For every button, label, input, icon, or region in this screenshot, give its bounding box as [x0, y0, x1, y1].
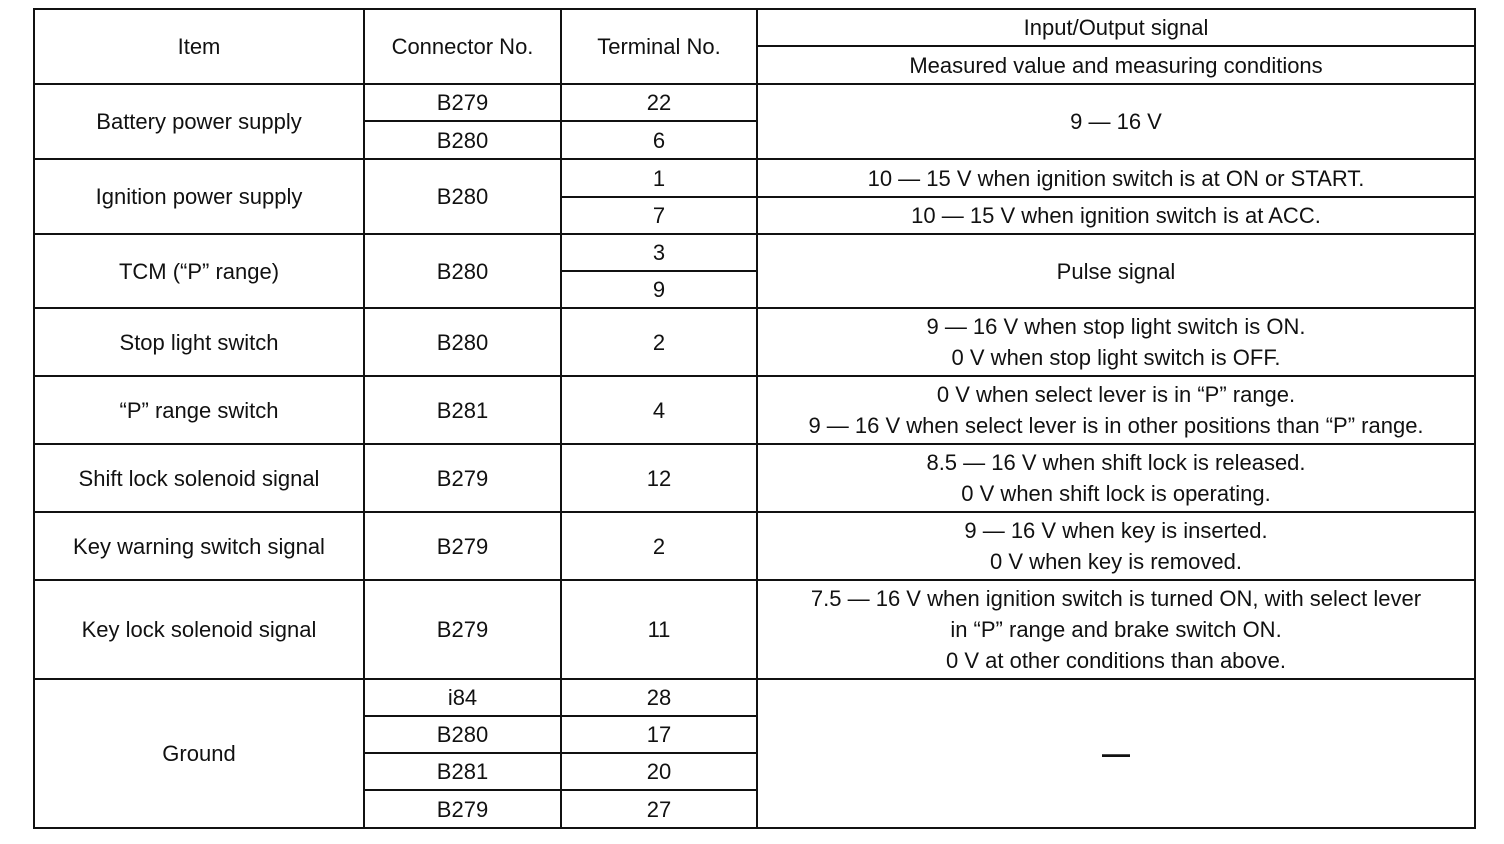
connector-cell: B281 [364, 376, 561, 444]
connector-cell: B280 [364, 308, 561, 376]
item-cell: TCM (“P” range) [34, 234, 364, 308]
terminal-cell: 1 [561, 159, 757, 197]
signal-line: 9 — 16 V when stop light switch is ON. [926, 314, 1306, 339]
table-row [34, 580, 1475, 679]
item-cell: Ground [34, 679, 364, 828]
item-cell: Ignition power supply [34, 159, 364, 234]
signal-cell: 10 — 15 V when ignition switch is at ACC. [757, 197, 1475, 234]
signal-cell [757, 444, 1475, 512]
signal-line: 0 V when stop light switch is OFF. [951, 345, 1281, 370]
signal-line: 0 V when key is removed. [990, 549, 1242, 574]
terminal-cell: 2 [561, 512, 757, 580]
terminal-cell: 20 [561, 753, 757, 790]
terminal-cell: 22 [561, 84, 757, 121]
signal-cell: — [757, 679, 1475, 828]
connector-cell: B279 [364, 790, 561, 828]
item-cell: Key warning switch signal [34, 512, 364, 580]
connector-cell: B280 [364, 716, 561, 753]
terminal-cell: 4 [561, 376, 757, 444]
table-row [34, 376, 1475, 444]
connector-cell: B279 [364, 444, 561, 512]
signal-line: 0 V at other conditions than above. [945, 648, 1286, 673]
connector-cell: B279 [364, 512, 561, 580]
signal-cell [757, 580, 1475, 679]
header-item: Item [34, 9, 364, 84]
signal-line: 7.5 — 16 V when ignition switch is turned ON, with select lever [810, 586, 1422, 611]
terminal-cell: 28 [561, 679, 757, 716]
signal-line: in “P” range and brake switch ON. [950, 617, 1282, 642]
terminal-cell: 12 [561, 444, 757, 512]
terminal-cell: 9 [561, 271, 757, 308]
signal-line: 0 V when select lever is in “P” range. [936, 382, 1296, 407]
table-row [34, 679, 1475, 716]
table-row [34, 84, 1475, 121]
table-row [34, 159, 1475, 197]
signal-line: 8.5 — 16 V when shift lock is released. [926, 450, 1306, 475]
connector-cell: B281 [364, 753, 561, 790]
signal-line: 9 — 16 V when select lever is in other positions than “P” range. [808, 413, 1424, 438]
item-cell: Key lock solenoid signal [34, 580, 364, 679]
header-row [34, 9, 1475, 46]
signal-cell [757, 308, 1475, 376]
header-terminal: Terminal No. [561, 9, 757, 84]
signal-cell: 9 — 16 V [757, 84, 1475, 159]
connector-cell: B279 [364, 580, 561, 679]
table-row [34, 308, 1475, 376]
terminal-cell: 17 [561, 716, 757, 753]
terminal-cell: 3 [561, 234, 757, 271]
io-signal-table [33, 8, 1476, 829]
item-cell: Stop light switch [34, 308, 364, 376]
header-connector: Connector No. [364, 9, 561, 84]
terminal-cell: 2 [561, 308, 757, 376]
signal-cell: Pulse signal [757, 234, 1475, 308]
terminal-cell: 6 [561, 121, 757, 159]
signal-cell [757, 512, 1475, 580]
signal-cell: 10 — 15 V when ignition switch is at ON or START. [757, 159, 1475, 197]
header-signal: Input/Output signal [757, 9, 1475, 46]
terminal-cell: 11 [561, 580, 757, 679]
header-measured: Measured value and measuring conditions [757, 46, 1475, 84]
connector-cell: i84 [364, 679, 561, 716]
terminal-cell: 27 [561, 790, 757, 828]
item-cell: Battery power supply [34, 84, 364, 159]
connector-cell: B280 [364, 234, 561, 308]
signal-line: 0 V when shift lock is operating. [961, 481, 1271, 506]
signal-line: 9 — 16 V when key is inserted. [964, 518, 1268, 543]
table-row [34, 444, 1475, 512]
signal-cell [757, 376, 1475, 444]
item-cell: “P” range switch [34, 376, 364, 444]
table-row [34, 234, 1475, 271]
terminal-cell: 7 [561, 197, 757, 234]
connector-cell: B280 [364, 159, 561, 234]
connector-cell: B279 [364, 84, 561, 121]
table-row [34, 512, 1475, 580]
connector-cell: B280 [364, 121, 561, 159]
item-cell: Shift lock solenoid signal [34, 444, 364, 512]
